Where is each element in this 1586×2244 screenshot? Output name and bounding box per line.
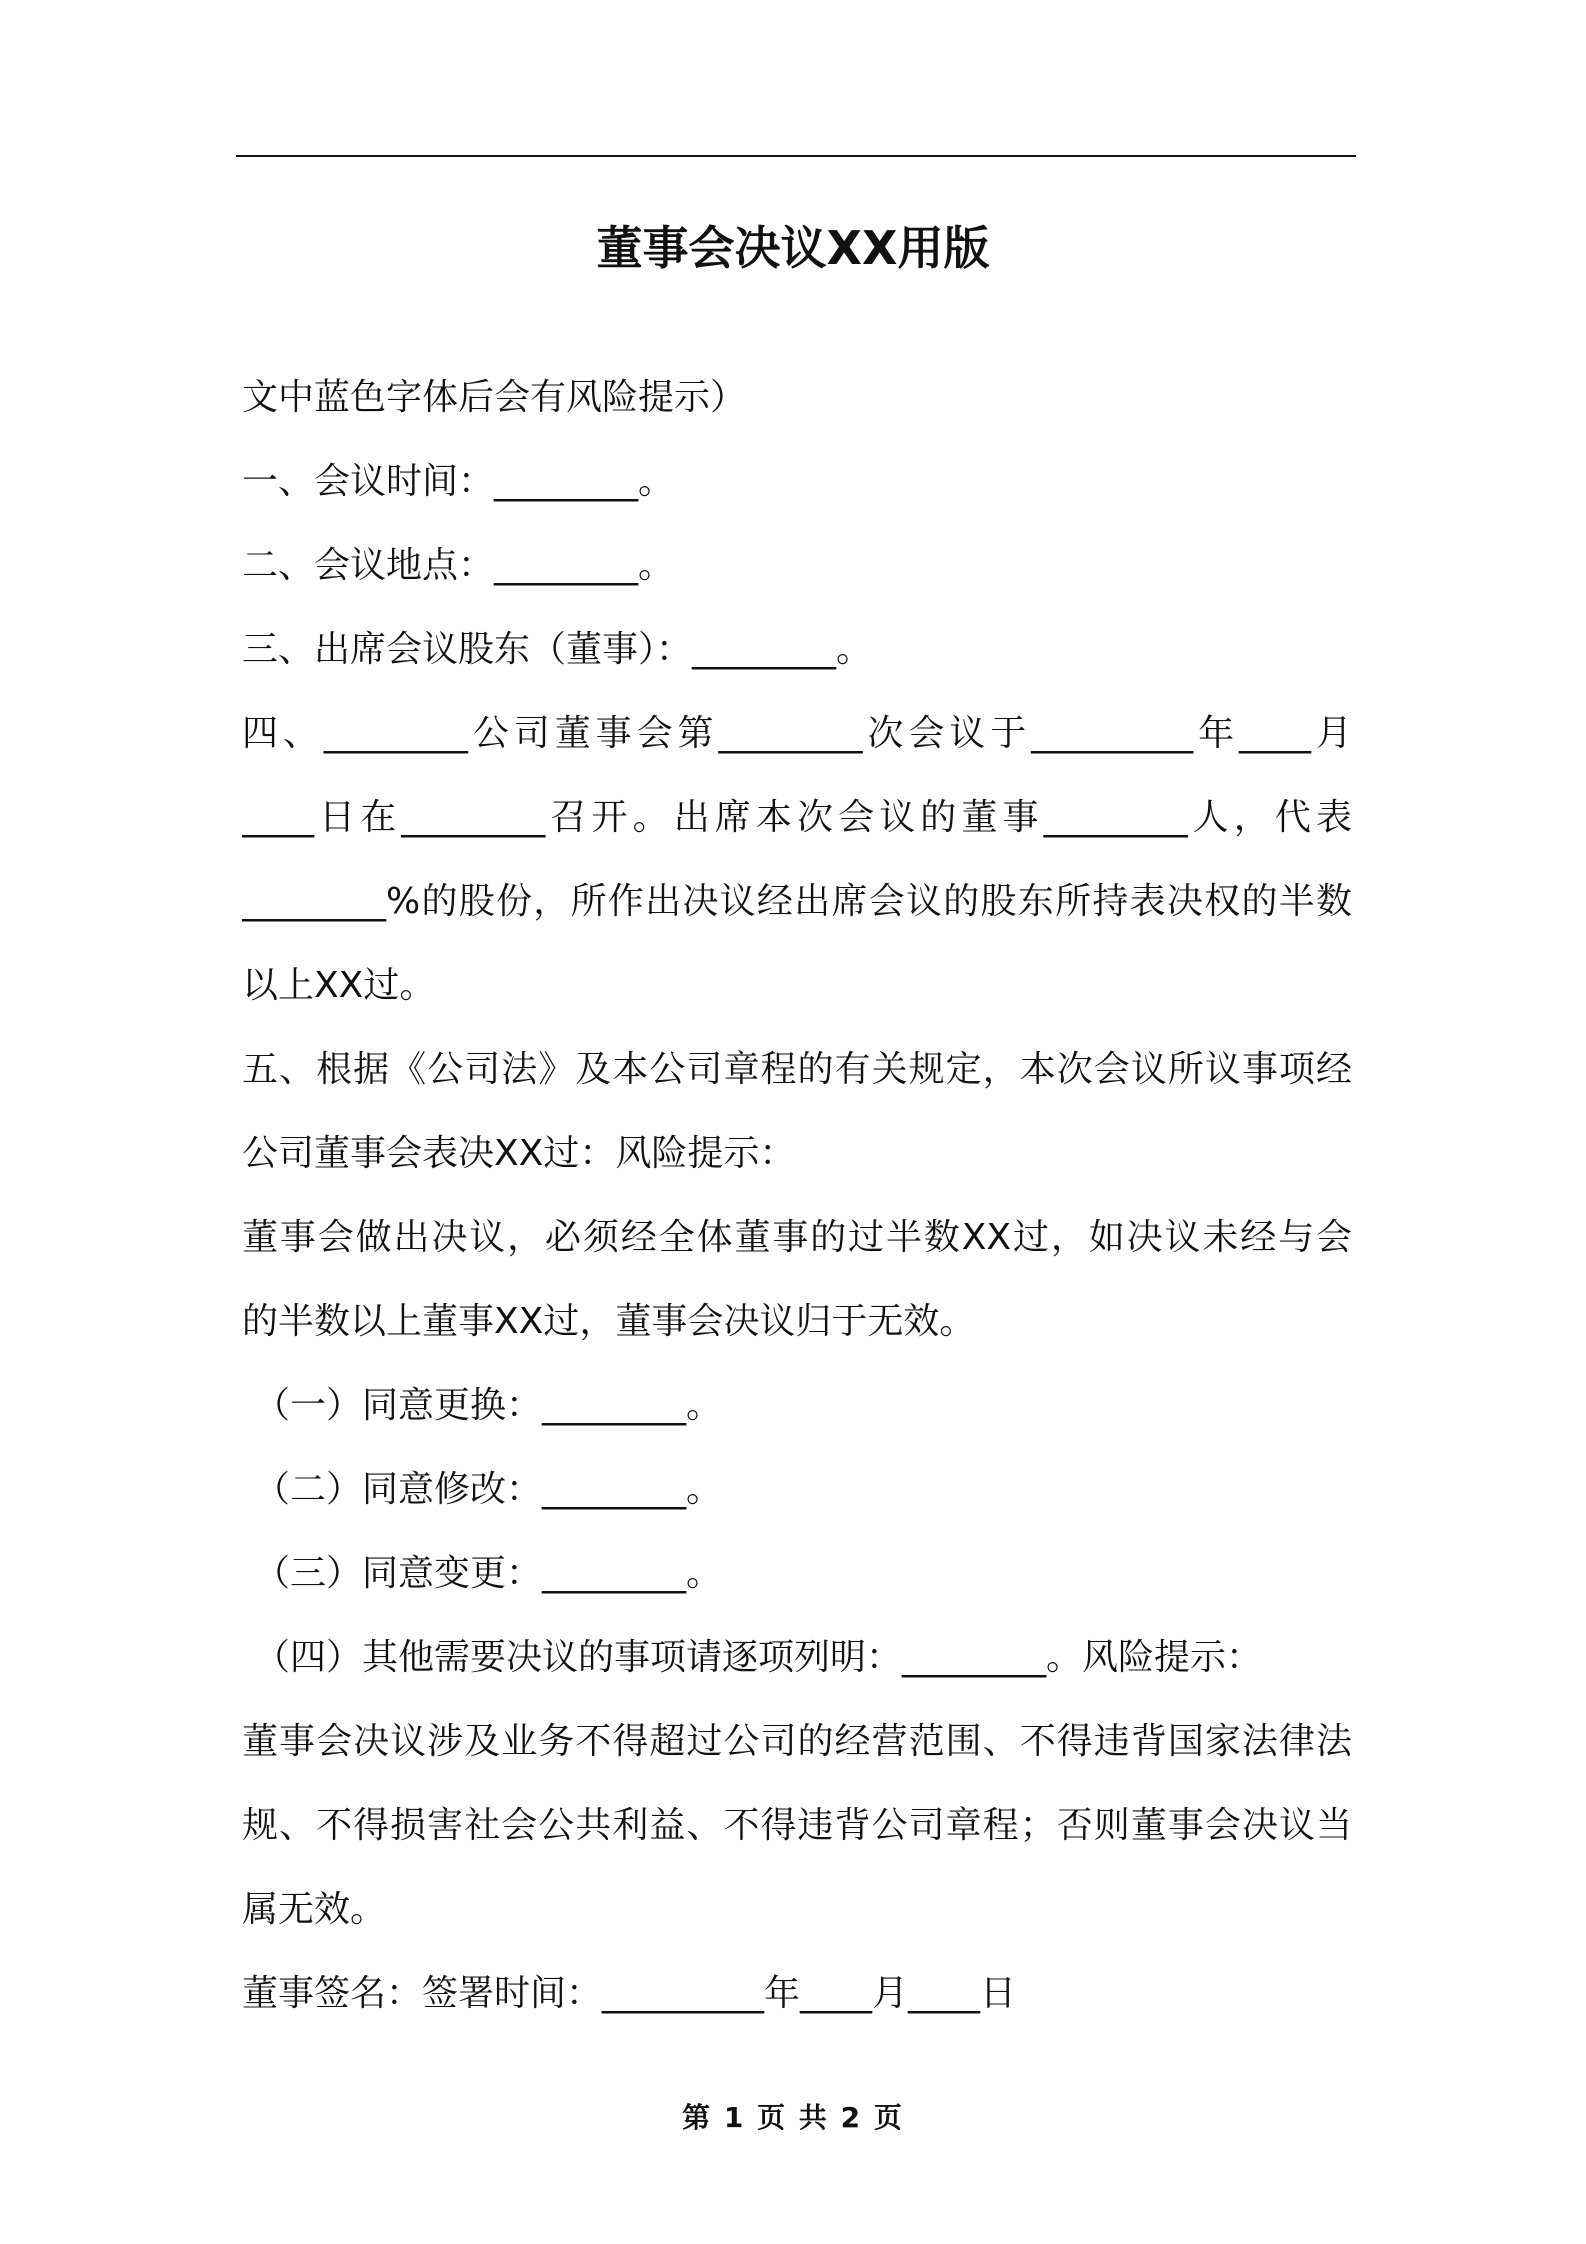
risk-note-1-line-2: 的半数以上董事XX过，董事会决议归于无效。 bbox=[242, 1301, 976, 1342]
document-body bbox=[242, 368, 1352, 2048]
item-meeting-place: 二、会议地点：________。 bbox=[242, 545, 675, 586]
subitem-modify: （二）同意修改：________。 bbox=[254, 1469, 723, 1510]
risk-note-2-line-2: 规、不得损害社会公共利益、不得违背公司章程；否则董事会决议当 bbox=[242, 1805, 1352, 1846]
item-four-line-3: ________%的股份，所作出决议经出席会议的股东所持表决权的半数 bbox=[242, 881, 1352, 922]
page-footer: 第 1 页 共 2 页 bbox=[682, 2101, 904, 2134]
item-four-line-4: 以上XX过。 bbox=[242, 965, 436, 1006]
item-four-line-1: 四、________公司董事会第________次会议于_________年____月 bbox=[242, 713, 1352, 754]
item-five-line-2: 公司董事会表决XX过：风险提示： bbox=[242, 1133, 796, 1174]
item-four-line-2: ____日在________召开。出席本次会议的董事________人，代表 bbox=[242, 797, 1352, 838]
item-attendees: 三、出席会议股东（董事）：________。 bbox=[242, 629, 873, 670]
item-meeting-time: 一、会议时间：________。 bbox=[242, 461, 675, 502]
signature-line: 董事签名：签署时间：_________年____月____日 bbox=[242, 1973, 1017, 2014]
intro-note: 文中蓝色字体后会有风险提示） bbox=[242, 377, 747, 418]
risk-note-2-line-3: 属无效。 bbox=[242, 1889, 387, 1930]
document-title: 董事会决议XX用版 bbox=[596, 221, 990, 275]
subitem-change: （三）同意变更：________。 bbox=[254, 1553, 723, 1594]
item-five-line-1: 五、根据《公司法》及本公司章程的有关规定，本次会议所议事项经 bbox=[242, 1049, 1352, 1090]
subitem-other: （四）其他需要决议的事项请逐项列明：________。风险提示： bbox=[254, 1637, 1263, 1678]
risk-note-2-line-1: 董事会决议涉及业务不得超过公司的经营范围、不得违背国家法律法 bbox=[242, 1721, 1352, 1762]
risk-note-1-line-1: 董事会做出决议，必须经全体董事的过半数XX过，如决议未经与会 bbox=[242, 1217, 1352, 1258]
header-rule bbox=[236, 155, 1356, 157]
subitem-replace: （一）同意更换：________。 bbox=[254, 1385, 723, 1426]
